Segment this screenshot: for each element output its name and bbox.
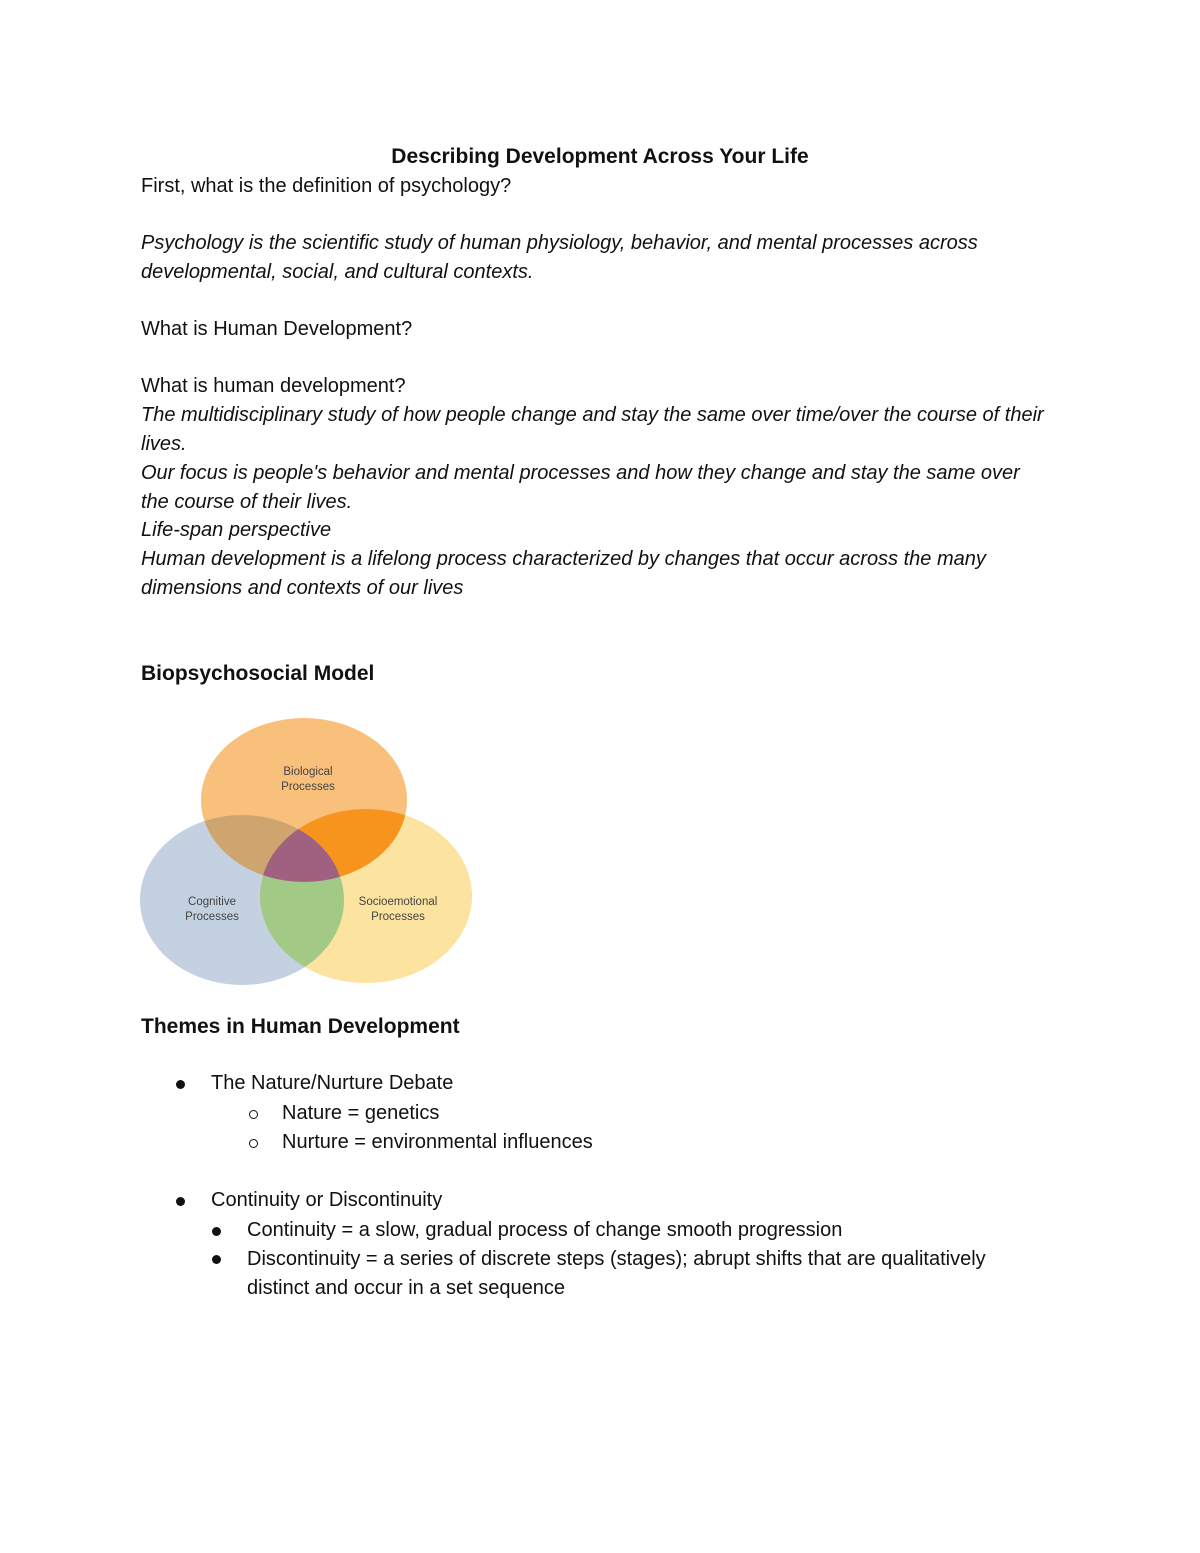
answer-lifelong-process: Human development is a lifelong process characterized by changes that occur across the many dimensions and contexts of our lives <box>141 548 986 599</box>
socioemotional-label-line2: Processes <box>371 911 425 923</box>
question-human-development: What is human development? <box>141 375 406 397</box>
answer-multidisciplinary: The multidisciplinary study of how people change and stay the same over time/over the course of their lives. <box>141 404 1044 455</box>
cognitive-label-line1: Cognitive <box>188 896 236 908</box>
biopsychosocial-heading: Biopsychosocial Model <box>141 662 375 685</box>
sub-continuity: Continuity = a slow, gradual process of change smooth progression <box>247 1219 843 1241</box>
bullet-icon <box>212 1227 221 1236</box>
circle-bullet-icon <box>249 1139 258 1148</box>
sub-discontinuity: Discontinuity = a series of discrete steps (stages); abrupt shifts that are qualitatively distinct and occur in a set sequence <box>247 1248 986 1299</box>
socioemotional-label-line1: Socioemotional <box>358 896 438 908</box>
themes-heading: Themes in Human Development <box>141 1015 460 1038</box>
answer-life-span: Life-span perspective <box>141 519 332 541</box>
theme-nature-nurture: The Nature/Nurture Debate <box>211 1072 454 1094</box>
bullet-icon <box>176 1080 185 1089</box>
document-title: Describing Development Across Your Life <box>391 145 809 168</box>
answer-focus: Our focus is people's behavior and mental processes and how they change and stay the same over the course of their lives. <box>141 462 1020 513</box>
question-psychology: First, what is the definition of psychology? <box>141 175 512 197</box>
cognitive-label-line2: Processes <box>185 911 239 923</box>
question-human-development-heading: What is Human Development? <box>141 318 413 340</box>
sub-nurture: Nurture = environmental influences <box>282 1131 593 1153</box>
bullet-icon <box>212 1255 221 1264</box>
biopsychosocial-venn-diagram <box>138 713 478 988</box>
biological-label-line2: Processes <box>281 781 335 793</box>
sub-nature: Nature = genetics <box>282 1102 440 1124</box>
theme-continuity: Continuity or Discontinuity <box>211 1189 443 1211</box>
answer-psychology: Psychology is the scientific study of human physiology, behavior, and mental processes across developmental, social, and cultural contexts. <box>141 232 978 283</box>
biological-label-line1: Biological <box>283 766 333 778</box>
circle-bullet-icon <box>249 1110 258 1119</box>
bullet-icon <box>176 1197 185 1206</box>
